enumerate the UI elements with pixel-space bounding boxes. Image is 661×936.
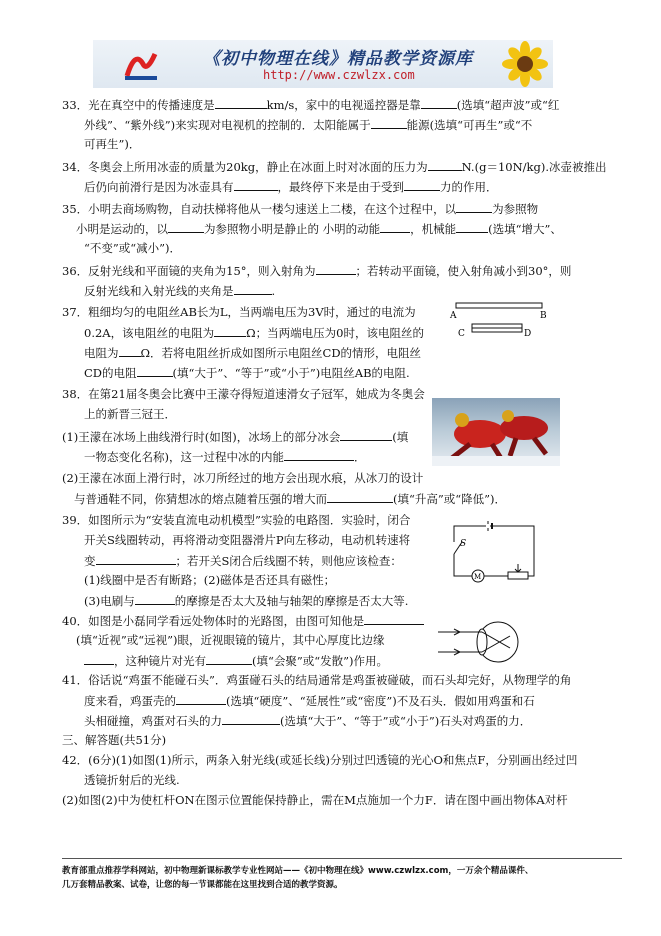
q38-text: (2)王濛在冰面上滑行时，冰刀所经过的地方会出现水痕，从冰刀的设计: [62, 471, 424, 485]
q38-number: 38．: [62, 387, 89, 401]
q36-number: 36．: [62, 264, 89, 278]
q34-number: 34．: [62, 160, 89, 174]
q34-text: 冬奥会上所用冰壶的质量为20kg，静止在冰面上时对冰面的压力为: [88, 160, 428, 174]
q35-text: 小明去商场购物，自动扶梯将他从一楼匀速送上二楼，在这个过程中，以: [88, 202, 457, 216]
q40-blank-1[interactable]: [364, 612, 424, 625]
q41-text: 头相碰撞，鸡蛋对石头的力: [84, 714, 222, 728]
wire-ab: [456, 303, 542, 308]
q35-blank-4[interactable]: [456, 220, 488, 233]
q35-text: “不变”或“减小”)．: [84, 241, 182, 255]
q35-text: 为参照物小明是静止的 小明的动能: [204, 222, 381, 236]
q42-text: (2)如图(2)中为使杠杆ON在图示位置能保持静止，需在M点施加一个力F．请在图中画出物体A对杆: [62, 793, 568, 807]
q35-blank-1[interactable]: [456, 200, 492, 213]
q36-text: 反射光线和入射光线的夹角是: [84, 284, 234, 298]
q35-text: ，机械能: [410, 222, 457, 236]
label-b: B: [540, 311, 547, 321]
q33-text: (选填“超声波”或“红: [456, 98, 560, 112]
q33-number: 33．: [62, 98, 89, 112]
q34-blank-3[interactable]: [404, 178, 440, 191]
q33-text: 能源(选填“可再生”或“不: [406, 118, 533, 132]
q41-number: 41．: [62, 673, 89, 687]
q38-text: 一物态变化名称)，这一过程中冰的内能: [84, 450, 284, 464]
q39-blank-2[interactable]: [135, 592, 175, 605]
q41-text: 度来看，鸡蛋壳的: [84, 694, 176, 708]
q37-blank-1[interactable]: [214, 324, 246, 337]
q40-text: (填“近视”或“远视”)眼，近视眼镜的镜片，其中心厚度比边缘: [76, 633, 385, 647]
q39-text: (3)电刷与: [84, 594, 135, 608]
q39-text: 的摩擦是否太大及轴与轴架的摩擦是否太大等.: [174, 594, 409, 608]
q39-text: 开关S线圈转动，再将滑动变阻器滑片P向左移动，电动机转速将: [84, 533, 411, 547]
q40-number: 40．: [62, 614, 89, 628]
q40-blank-2[interactable]: [84, 652, 114, 665]
footer-line-2: 几万套精品教案、试卷，让您的每一节课都能在这里找到合适的教学资源。: [62, 880, 343, 890]
q42-text: 透镜折射后的光线.: [84, 773, 180, 787]
logo-icon: [121, 46, 161, 82]
q38-blank-1[interactable]: [340, 428, 392, 441]
q38-blank-3[interactable]: [327, 490, 393, 503]
q37-number: 37．: [62, 305, 89, 319]
q37-text: Ω；当两端电压为0时，该电阻丝的: [246, 326, 424, 340]
q33-blank-3[interactable]: [371, 116, 407, 129]
q38-text: 上的新晋三冠王．: [84, 407, 176, 421]
q38-blank-2[interactable]: [284, 448, 354, 461]
q35-blank-3[interactable]: [380, 220, 410, 233]
q38-text: ．: [354, 450, 366, 464]
q42-number: 42．: [62, 753, 89, 767]
skater-photo: [432, 398, 560, 466]
q37-text: (填“大于”、“等于”或“小于”)电阻丝AB的电阻.: [172, 366, 410, 380]
q40-text: 如图是小磊同学看远处物体时的光路图，由图可知他是: [88, 614, 365, 628]
q34-text: N.(g＝10N/kg).冰壶被推出: [461, 160, 607, 174]
q39-text: ；若开关S闭合后线圈不转，则他应该检查：: [175, 554, 402, 568]
q38-text: (填: [392, 430, 409, 444]
q33-text: 外线”、“紫外线”)来实现对电视机的控制的．太阳能属于: [84, 118, 371, 132]
q35-text: 小明是运动的，以: [76, 222, 168, 236]
q34-text: 力的作用．: [440, 180, 498, 194]
q36-blank-2[interactable]: [234, 282, 272, 295]
q37-text: 0.2A，该电阻丝的电阻为: [84, 326, 215, 340]
q33-text: 光在真空中的传播速度是: [88, 98, 215, 112]
motor-circuit-diagram: [448, 520, 540, 582]
label-c: C: [458, 329, 465, 339]
q42-text: (6分)(1)如图(1)所示，两条入射光线(或延长线)分别过凹透镜的光心O和焦点F，分别画出经过凹: [88, 753, 578, 767]
q33-blank-2[interactable]: [421, 96, 457, 109]
lens-icon: [477, 629, 487, 655]
eye-light-path-diagram: [436, 620, 528, 664]
q39-text: 变: [84, 554, 96, 568]
q41-blank-1[interactable]: [176, 692, 226, 705]
q38-text: (填“升高”或“降低”)．: [393, 492, 506, 506]
q40-text: (填“会聚”或“发散”)作用。: [252, 654, 388, 668]
q37-text: Ω．若将电阻丝折成如图所示电阻丝CD的情形，电阻丝: [140, 346, 422, 360]
sunflower-icon: [501, 40, 549, 88]
q36-blank-1[interactable]: [316, 262, 356, 275]
q38-text: (1)王濛在冰场上曲线滑行时(如图)，冰场上的部分冰会: [62, 430, 341, 444]
q39-text: (1)线圈中是否有断路；(2)磁体是否还具有磁性；: [84, 573, 336, 587]
q39-number: 39．: [62, 513, 89, 527]
q40-blank-3[interactable]: [206, 652, 252, 665]
q34-text: ，最终停下来是由于受到: [277, 180, 404, 194]
q38-text: 与普通鞋不同，你猜想冰的熔点随着压强的增大而: [74, 492, 327, 506]
q37-text: 粗细均匀的电阻丝AB长为L，当两端电压为3V时，通过的电流为: [88, 305, 416, 319]
q34-blank-2[interactable]: [234, 178, 278, 191]
footer-line-1: 教育部重点推荐学科网站，初中物理新课标教学专业性网站——《初中物理在线》www.czwlzx.com，一万余个精品课件、: [62, 866, 534, 876]
q34-blank-1[interactable]: [428, 158, 462, 171]
q34-text: 后仍向前滑行是因为冰壶具有: [84, 180, 234, 194]
q37-blank-3[interactable]: [137, 364, 173, 377]
q37-text: CD的电阻: [84, 366, 137, 380]
footer-divider: [62, 858, 622, 859]
q38-text: 在第21届冬奥会比赛中王濛夺得短道速滑女子冠军，她成为冬奥会: [88, 387, 425, 401]
q37-blank-2[interactable]: [119, 344, 141, 357]
resistance-wire-figure: [450, 300, 550, 340]
q36-text: ；若转动平面镜，使入射角减小到30°，则: [355, 264, 572, 278]
banner-url: http://www.czwlzx.com: [263, 68, 415, 82]
q40-text: ，这种镜片对光有: [114, 654, 206, 668]
q39-text: 如图所示为“安装直流电动机模型”实验的电路图．实验时，闭合: [88, 513, 411, 527]
q35-text: 为参照物: [492, 202, 539, 216]
q33-text: 可再生”)．: [84, 137, 141, 151]
label-d: D: [524, 329, 532, 339]
page-footer: [62, 864, 622, 892]
section-heading: 三、解答题(共51分): [62, 733, 167, 747]
q41-blank-2[interactable]: [222, 712, 280, 725]
q33-text: km/s，家中的电视遥控器是靠: [266, 98, 421, 112]
label-m: M: [474, 573, 482, 581]
q41-text: (选填“大于”、“等于”或“小于”)石头对鸡蛋的力．: [280, 714, 532, 728]
q35-number: 35．: [62, 202, 89, 216]
q36-text: 反射光线和平面镜的夹角为15°，则入射角为: [88, 264, 316, 278]
banner-title: 《初中物理在线》精品教学资源库: [203, 49, 473, 69]
q36-text: .: [271, 284, 276, 298]
rheostat-icon: [508, 572, 528, 579]
label-s: S: [460, 539, 467, 549]
label-a: A: [450, 311, 457, 321]
q41-text: (选填“硬度”、“延展性”或“密度”)不及石头．假如用鸡蛋和石: [226, 694, 535, 708]
q35-text: (选填“增大”、: [488, 222, 562, 236]
q35-blank-2[interactable]: [168, 220, 204, 233]
header-banner: [93, 40, 553, 88]
q39-blank-1[interactable]: [96, 552, 176, 565]
q41-text: 俗话说“鸡蛋不能碰石头”．鸡蛋碰石头的结局通常是鸡蛋被碰破，而石头却完好，从物理学的角: [88, 673, 572, 687]
q37-text: 电阻为: [84, 346, 119, 360]
q33-blank-1[interactable]: [215, 96, 267, 109]
